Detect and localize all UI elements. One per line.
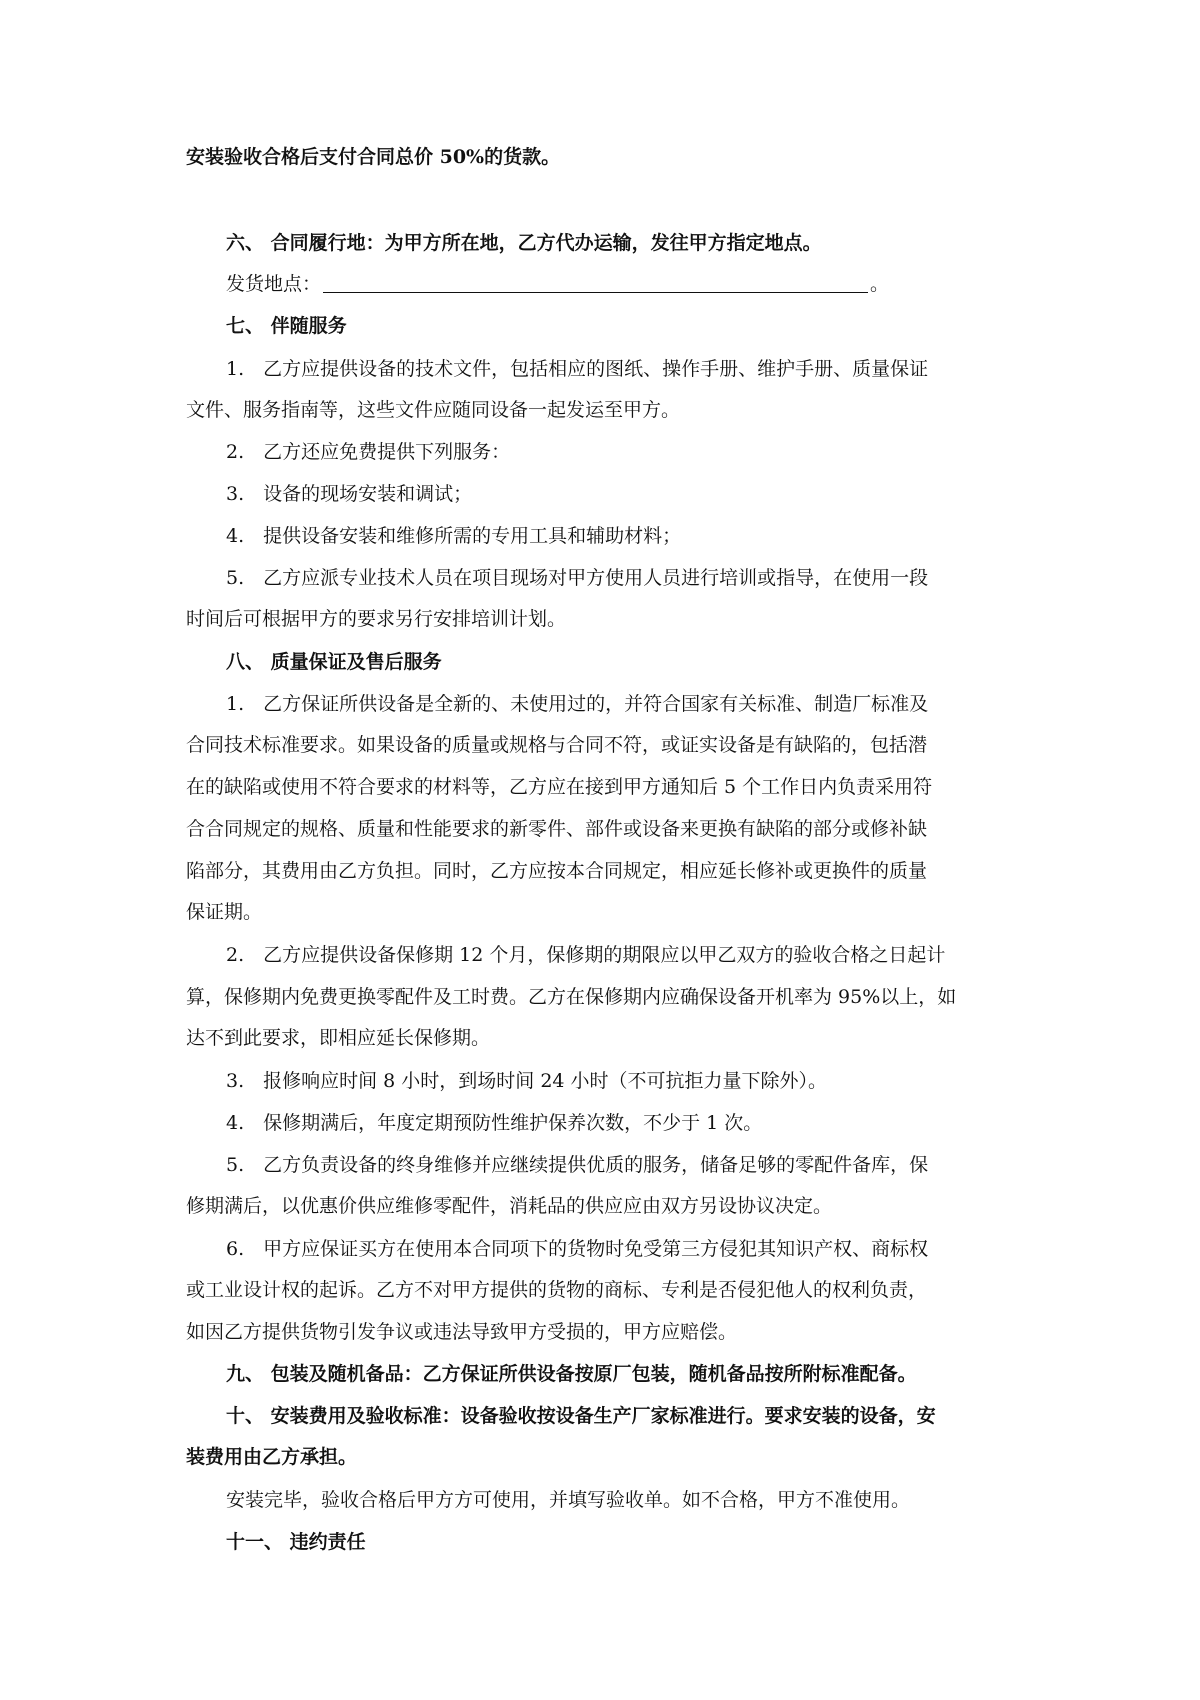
section-8-heading: 八、 质量保证及售后服务 <box>226 651 442 673</box>
section-10-paragraph: 安装完毕，验收合格后甲方方可使用，并填写验收单。如不合格，甲方不准使用。 <box>226 1489 911 1511</box>
shipping-location-label: 发货地点： <box>226 273 322 295</box>
section-8-item-1-cont-1: 合同技术标准要求。如果设备的质量或规格与合同不符，或证实设备是有缺陷的，包括潜 <box>186 734 928 756</box>
section-8-item-5-cont: 修期满后，以优惠价供应维修零配件，消耗品的供应应由双方另设协议决定。 <box>186 1195 833 1217</box>
section-8-item-6-cont-1: 或工业设计权的起诉。乙方不对甲方提供的货物的商标、专利是否侵犯他人的权利负责， <box>186 1279 928 1301</box>
section-7-item-3: 3. 设备的现场安装和调试； <box>226 483 473 505</box>
section-7-heading: 七、 伴随服务 <box>226 315 347 337</box>
section-10-heading: 十、 安装费用及验收标准：设备验收按设备生产厂家标准进行。要求安装的设备，安 <box>226 1405 936 1427</box>
section-8-item-1-cont-3: 合合同规定的规格、质量和性能要求的新零件、部件或设备来更换有缺陷的部分或修补缺 <box>186 818 928 840</box>
shipping-location-end: 。 <box>870 273 890 295</box>
section-8-item-3: 3. 报修响应时间 8 小时，到场时间 24 小时（不可抗拒力量下除外）。 <box>226 1070 828 1092</box>
section-8-item-2-cont-2: 达不到此要求，即相应延长保修期。 <box>186 1027 491 1049</box>
shipping-location-blank[interactable] <box>323 272 868 293</box>
section-8-item-5: 5. 乙方负责设备的终身维修并应继续提供优质的服务，储备足够的零配件备库，保 <box>226 1154 929 1176</box>
section-7-item-2: 2. 乙方还应免费提供下列服务： <box>226 441 511 463</box>
section-8-item-6: 6. 甲方应保证买方在使用本合同项下的货物时免受第三方侵犯其知识产权、商标权 <box>226 1238 929 1260</box>
section-7-item-5: 5. 乙方应派专业技术人员在项目现场对甲方使用人员进行培训或指导，在使用一段 <box>226 567 929 589</box>
section-7-item-1-cont: 文件、服务指南等，这些文件应随同设备一起发运至甲方。 <box>186 399 681 421</box>
section-8-item-1-cont-4: 陷部分，其费用由乙方负担。同时，乙方应按本合同规定，相应延长修补或更换件的质量 <box>186 860 928 882</box>
section-9-heading: 九、 包装及随机备品：乙方保证所供设备按原厂包装，随机备品按所附标准配备。 <box>226 1363 917 1385</box>
section-7-item-4: 4. 提供设备安装和维修所需的专用工具和辅助材料； <box>226 525 682 547</box>
section-8-item-2-cont-1: 算，保修期内免费更换零配件及工时费。乙方在保修期内应确保设备开机率为 95%以上，如 <box>186 986 957 1008</box>
section-8-item-2: 2. 乙方应提供设备保修期 12 个月，保修期的期限应以甲乙双方的验收合格之日起计 <box>226 944 946 966</box>
section-10-heading-cont: 装费用由乙方承担。 <box>186 1446 358 1468</box>
section-8-item-6-cont-2: 如因乙方提供货物引发争议或违法导致甲方受损的，甲方应赔偿。 <box>186 1321 738 1343</box>
section-7-item-1: 1. 乙方应提供设备的技术文件，包括相应的图纸、操作手册、维护手册、质量保证 <box>226 358 929 380</box>
payment-clause-tail: 安装验收合格后支付合同总价 50%的货款。 <box>186 146 561 168</box>
section-7-item-5-cont: 时间后可根据甲方的要求另行安排培训计划。 <box>186 608 567 630</box>
section-11-heading: 十一、 违约责任 <box>226 1531 366 1553</box>
section-8-item-1: 1. 乙方保证所供设备是全新的、未使用过的，并符合国家有关标准、制造厂标准及 <box>226 693 929 715</box>
shipping-location-line <box>226 272 1026 296</box>
section-8-item-4: 4. 保修期满后，年度定期预防性维护保养次数，不少于 1 次。 <box>226 1112 763 1134</box>
section-8-item-1-cont-5: 保证期。 <box>186 901 263 923</box>
section-6-heading: 六、 合同履行地：为甲方所在地，乙方代办运输，发往甲方指定地点。 <box>226 232 822 254</box>
section-8-item-1-cont-2: 在的缺陷或使用不符合要求的材料等，乙方应在接到甲方通知后 5 个工作日内负责采用符 <box>186 776 933 798</box>
